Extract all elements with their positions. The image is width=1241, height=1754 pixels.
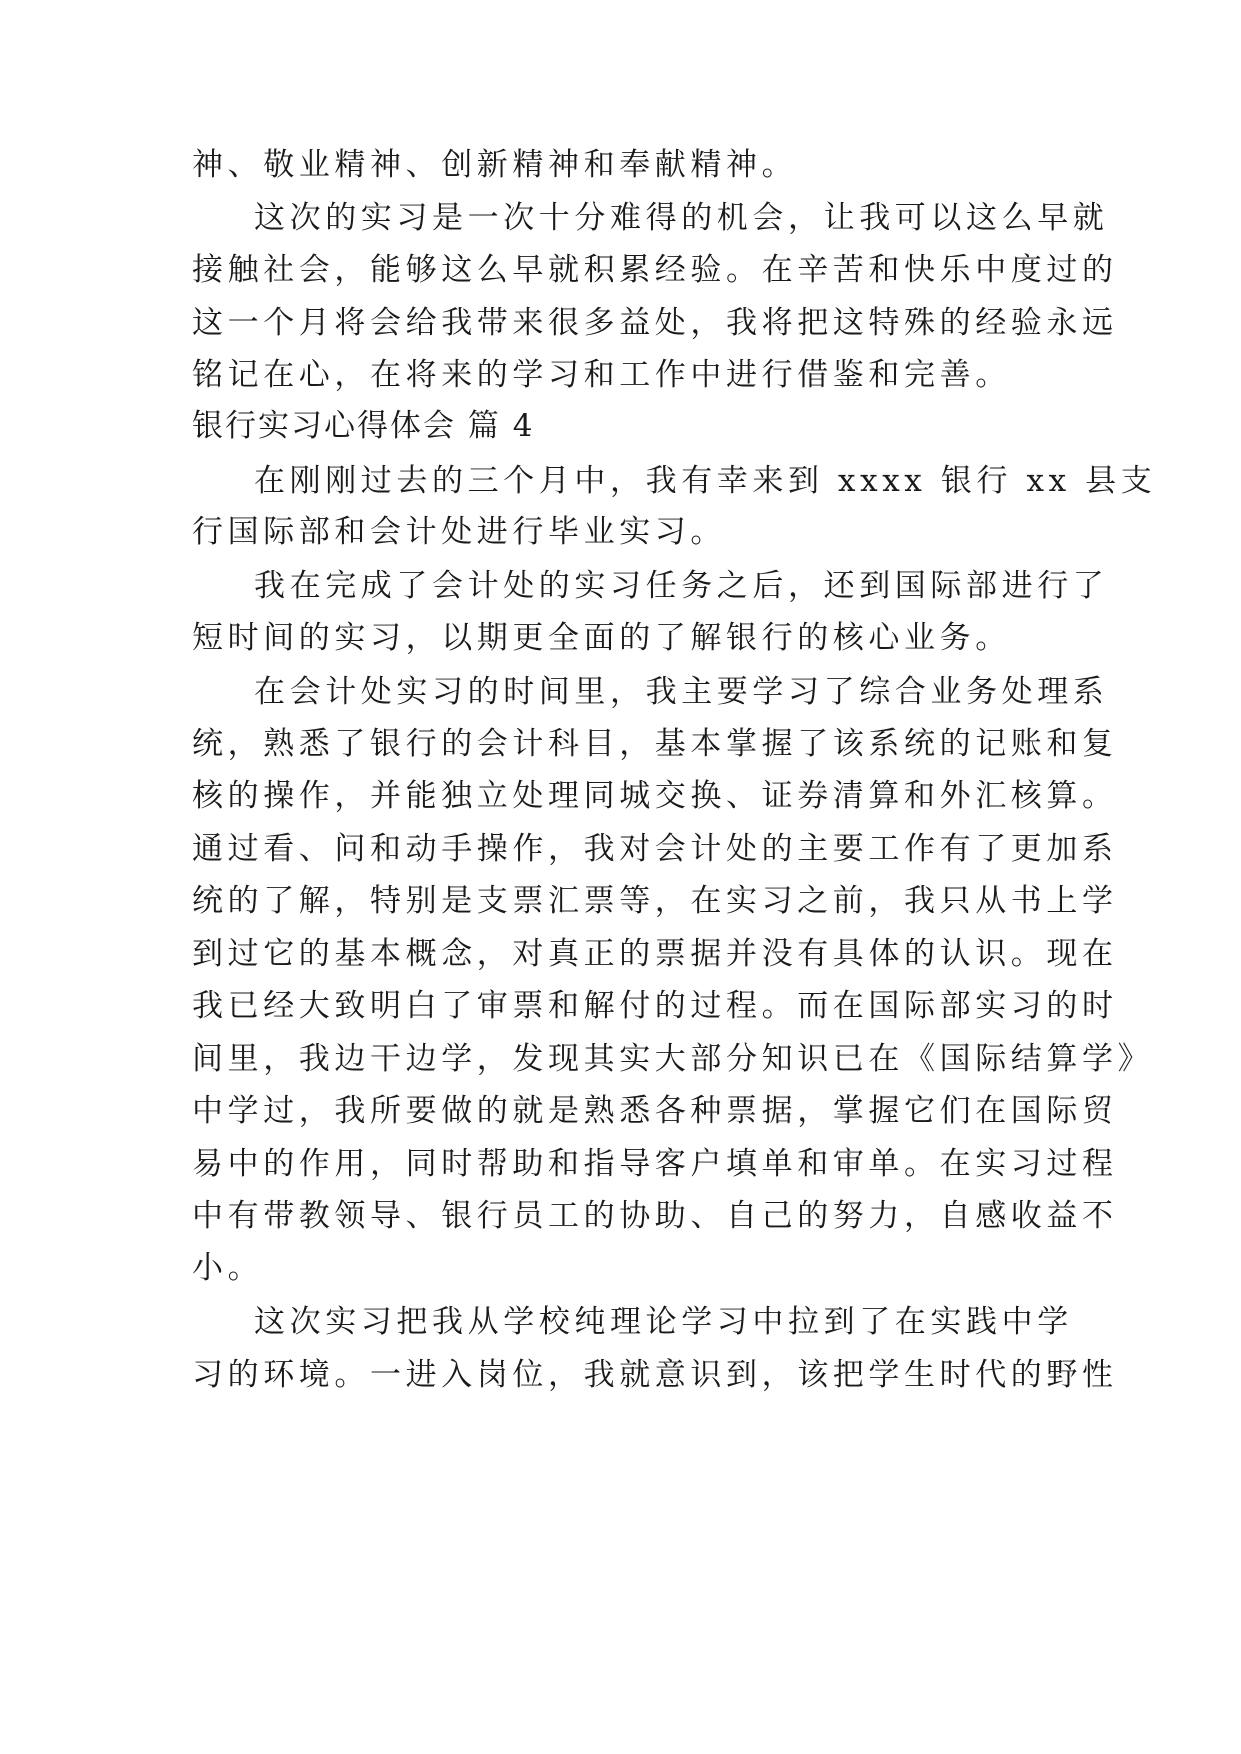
text-line: 这一个月将会给我带来很多益处，我将把这特殊的经验永远 (192, 305, 1118, 341)
text-line: 习的环境。一进入岗位，我就意识到，该把学生时代的野性 (192, 1357, 1118, 1393)
text-line: 统，熟悉了银行的会计科目，基本掌握了该系统的记账和复 (192, 726, 1118, 762)
text-line: 接触社会，能够这么早就积累经验。在辛苦和快乐中度过的 (192, 252, 1118, 288)
text-line: 中有带教领导、银行员工的协助、自己的努力，自感收益不 (192, 1198, 1118, 1234)
text-line: 行国际部和会计处进行毕业实习。 (192, 514, 726, 550)
text-line: 短时间的实习，以期更全面的了解银行的核心业务。 (192, 620, 1011, 656)
paragraph-first-line: 在刚刚过去的三个月中，我有幸来到 xxxx 银行 xx 县支 (254, 463, 1157, 499)
text-line: 核的操作，并能独立处理同城交换、证券清算和外汇核算。 (192, 778, 1118, 814)
paragraph-first-line: 我在完成了会计处的实习任务之后，还到国际部进行了 (254, 568, 1109, 604)
text-line: 我已经大致明白了审票和解付的过程。而在国际部实习的时 (192, 988, 1118, 1024)
text-line: 通过看、问和动手操作，我对会计处的主要工作有了更加系 (192, 831, 1118, 867)
text-line: 中学过，我所要做的就是熟悉各种票据，掌握它们在国际贸 (192, 1093, 1118, 1129)
text-line: 间里，我边干边学，发现其实大部分知识已在《国际结算学》 (192, 1041, 1154, 1077)
paragraph-first-line: 这次实习把我从学校纯理论学习中拉到了在实践中学 (254, 1304, 1073, 1340)
text-line: 易中的作用，同时帮助和指导客户填单和审单。在实习过程 (192, 1146, 1118, 1182)
text-line: 到过它的基本概念，对真正的票据并没有具体的认识。现在 (192, 936, 1118, 972)
text-line: 统的了解，特别是支票汇票等，在实习之前，我只从书上学 (192, 883, 1118, 919)
section-heading: 银行实习心得体会 篇 4 (192, 408, 535, 444)
paragraph-first-line: 这次的实习是一次十分难得的机会，让我可以这么早就 (254, 200, 1109, 236)
text-line: 神、敬业精神、创新精神和奉献精神。 (192, 147, 798, 183)
paragraph-first-line: 在会计处实习的时间里，我主要学习了综合业务处理系 (254, 674, 1109, 710)
text-line: 铭记在心，在将来的学习和工作中进行借鉴和完善。 (192, 357, 1011, 393)
text-line: 小。 (192, 1250, 264, 1286)
